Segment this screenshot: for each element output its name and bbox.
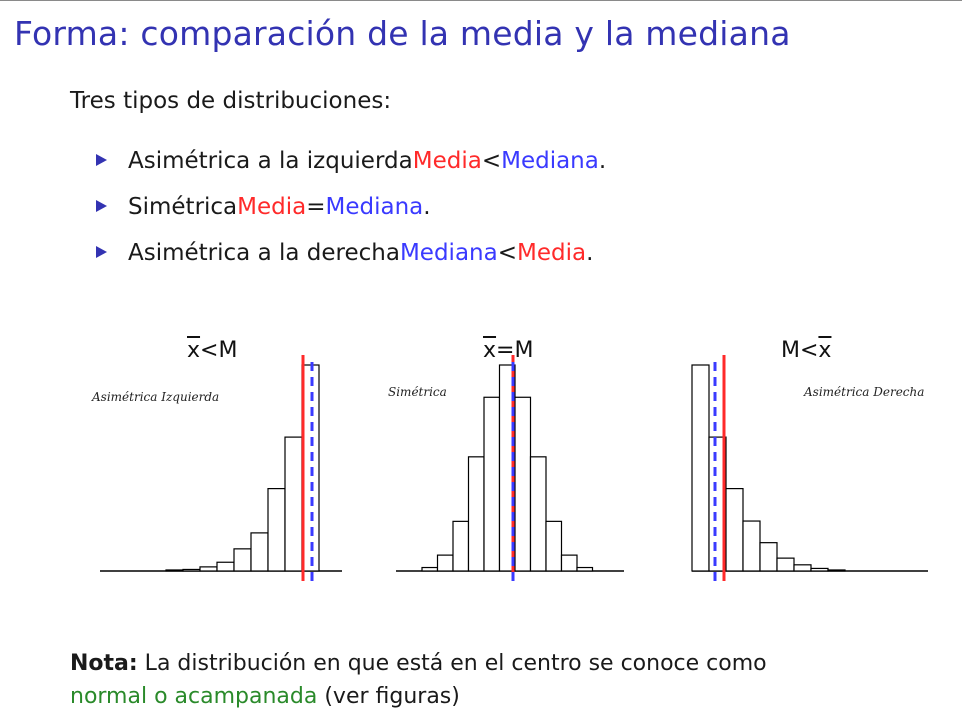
histogram-bar	[166, 570, 183, 571]
bullet-prefix: Simétrica	[128, 194, 238, 220]
histogram-bar	[484, 397, 500, 571]
bullet-item-symmetric	[96, 184, 606, 230]
formula-median-symbol: M	[514, 338, 534, 363]
bullet-prefix: Asimétrica a la derecha	[128, 240, 400, 266]
histogram-bar	[200, 567, 217, 571]
histogram-bar	[760, 543, 777, 571]
formula-mean-symbol: $\overline{x}$	[187, 338, 201, 363]
histogram-bar	[453, 521, 469, 571]
slide-title: Forma: comparación de la media y la mediana	[14, 14, 791, 53]
mediana-term: Mediana	[325, 194, 424, 220]
histogram-chart	[388, 330, 638, 590]
histogram-bar	[285, 437, 302, 571]
histogram-bar	[422, 568, 438, 571]
histogram-bar	[743, 521, 760, 571]
histogram-chart	[688, 330, 938, 590]
histogram-bar	[546, 521, 562, 571]
histogram-panel-symmetric	[388, 330, 638, 590]
panel-caption: Asimétrica Derecha	[804, 385, 925, 399]
histogram-chart	[92, 330, 342, 590]
bullet-suffix: .	[598, 148, 607, 174]
media-term: Media	[412, 148, 482, 174]
formula-operator: <	[200, 338, 219, 363]
mediana-term: Mediana	[501, 148, 599, 174]
bullet-triangle-icon	[96, 200, 107, 212]
histogram-bar	[531, 457, 547, 571]
bullet-item-left-skew	[96, 138, 606, 184]
top-rule	[0, 0, 962, 1]
formula-mean-symbol: $\overline{x}$	[483, 338, 497, 363]
panel-formula	[781, 338, 831, 363]
formula-operator: <	[799, 338, 819, 363]
bullet-suffix: .	[586, 240, 594, 266]
comparison-operator: <	[481, 148, 502, 174]
formula-median-symbol: M	[218, 338, 238, 363]
bullet-item-right-skew	[96, 230, 606, 276]
panel-formula	[483, 338, 533, 363]
panel-caption: Asimétrica Izquierda	[92, 390, 220, 404]
media-term: Media	[516, 240, 587, 266]
intro-text: Tres tipos de distribuciones:	[70, 88, 392, 114]
bullet-suffix: .	[423, 194, 431, 220]
bullet-triangle-icon	[96, 154, 107, 166]
histogram-bar	[469, 457, 485, 571]
histogram-bar	[811, 568, 828, 571]
histogram-bar	[828, 570, 845, 571]
histogram-bar	[234, 549, 251, 571]
note-text-end: (ver figuras)	[317, 684, 460, 709]
mediana-term: Mediana	[399, 240, 498, 266]
histogram-bar	[692, 365, 709, 571]
note-text: La distribución en que está en el centro se conoce como	[137, 651, 767, 676]
formula-operator: =	[496, 338, 515, 363]
media-term: Media	[237, 194, 307, 220]
histogram-bar	[577, 568, 593, 571]
comparison-operator: =	[306, 194, 326, 220]
comparison-operator: <	[497, 240, 517, 266]
histogram-bar	[515, 397, 531, 571]
histogram-panel-left-skew	[92, 330, 342, 590]
note-label: Nota:	[70, 651, 138, 676]
note-block	[70, 647, 767, 713]
histogram-panel-right-skew	[688, 330, 938, 590]
histogram-bar	[183, 569, 200, 571]
histogram-bar	[794, 565, 811, 571]
histogram-bar	[562, 555, 578, 571]
bullet-triangle-icon	[96, 246, 107, 258]
panel-caption: Simétrica	[388, 385, 447, 399]
histogram-bar	[438, 555, 454, 571]
bullet-list	[96, 138, 606, 276]
histogram-bar	[251, 533, 268, 571]
histogram-bar	[726, 489, 743, 571]
histogram-bar	[777, 558, 794, 571]
histogram-bar	[217, 562, 234, 571]
note-highlight: normal o acampanada	[70, 684, 318, 709]
histogram-bar	[268, 489, 285, 571]
formula-median-symbol: M	[781, 338, 800, 363]
bullet-prefix: Asimétrica a la izquierda	[128, 148, 413, 174]
panel-formula	[187, 338, 237, 363]
formula-mean-symbol: $\overline{x}$	[818, 338, 832, 363]
